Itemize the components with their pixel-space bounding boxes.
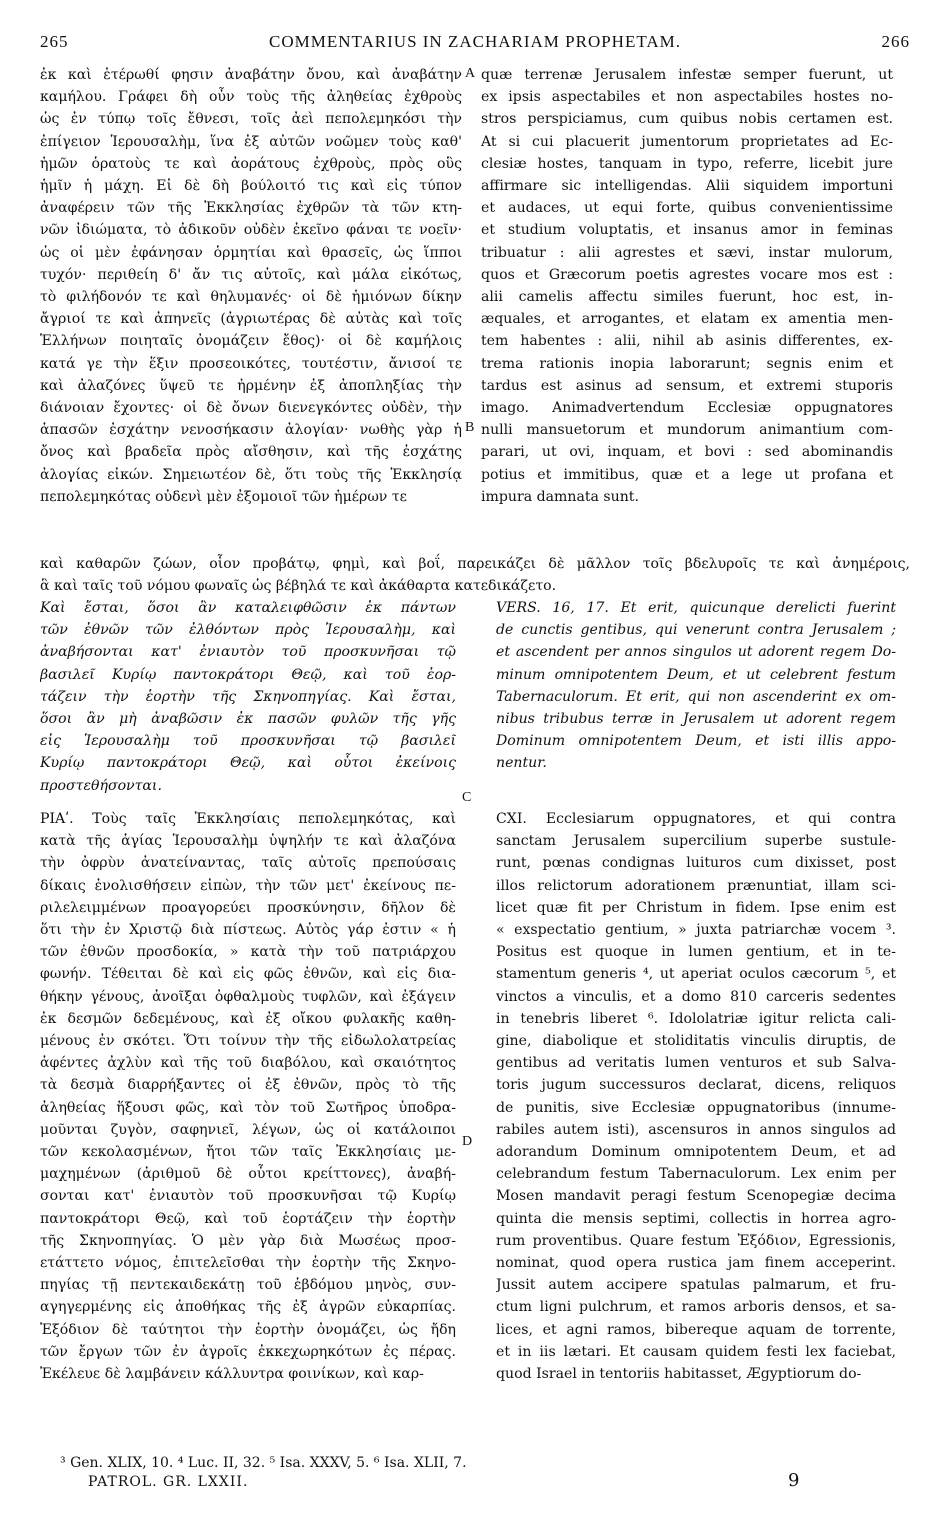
text-line: et in iis lætari. Et causam quidem festi lex faciebat, bbox=[496, 1343, 896, 1360]
text-line: rum proventibus. Quare festum Ἐξόδιον, Egressionis, bbox=[496, 1232, 896, 1249]
text-line: et ascendent per annos singulos ut adorent regem Do- bbox=[496, 644, 896, 661]
text-line: ex ipsis aspectabiles et non aspectabiles hostes no- bbox=[481, 89, 893, 106]
latin-column-top bbox=[481, 64, 893, 508]
text-line: ὅσοι ἂν μὴ ἀναβῶσιν ἐκ πασῶν φυλῶν τῆς γῆς bbox=[40, 711, 456, 728]
text-line: lices, et agni ramos, bibereque aquam de torrente, bbox=[496, 1321, 896, 1338]
text-line: δίκαις ἐνολισθήσειν εἰπὼν, τὴν τῶν μετ' ἐκείνους πε- bbox=[40, 877, 456, 894]
text-line: καμήλου. Γράφει δὴ οὖν τοὺς τῆς ἀληθείας ἐχθροὺς bbox=[40, 89, 462, 106]
text-line: κατά γε τὴν ἕξιν προσεοικότες, τουτέστιν, ἄνισοί τε bbox=[40, 355, 462, 372]
text-line: ἁπασῶν ἐσχάτην νενοσήκασιν ἀλογίαν· νωθὴς γὰρ ἡ bbox=[40, 422, 462, 439]
text-line: νῶν ἰδιώματα, τὸ ἀδικοῦν οὐδὲν ἐκεῖνο φάναι τε νοεῖν· bbox=[40, 222, 462, 239]
text-line: τῶν ἔργων τῶν ἐν ἀγροῖς ἐκκεχωρηκότων ἐς πέρας. bbox=[40, 1343, 456, 1360]
text-line: quinta die mensis septimi, collectis in horrea agro- bbox=[496, 1210, 896, 1227]
text-line: clesiæ hostes, tanquam in typo, referre, licebit jure bbox=[481, 155, 893, 172]
text-line: τὴν ὀφρὺν ἀνατείναντας, ταῖς αὐτοῖς πρεπούσαις bbox=[40, 855, 456, 872]
text-line: « exspectatio gentium, » juxta patriarchæ vocem ³. bbox=[496, 922, 896, 939]
text-line: Ἐξόδιον δὲ ταύτητοι τὴν ἑορτὴν ὀνομάζει, ὡς ἤδη bbox=[40, 1321, 456, 1338]
text-line: ctum ligni pulchrum, et ramos arboris densos, et sa- bbox=[496, 1299, 896, 1316]
gathering-signature: 9 bbox=[788, 1470, 800, 1491]
text-line: gine, diabolique et stoliditatis vinculis diruptis, de bbox=[496, 1033, 896, 1050]
full-width-text bbox=[40, 553, 910, 597]
text-line: ἀναβήσονται κατ' ἐνιαυτὸν τοῦ προσκυνῆσαι τῷ bbox=[40, 644, 456, 661]
text-line: σονται κατ' ἐνιαυτὸν τοῦ προσκυνῆσαι τῷ Κυρίῳ bbox=[40, 1188, 456, 1205]
text-line: τυχόν· περιθείη δ' ἄν τις αὐτοῖς, καὶ μάλα εἰκότως, bbox=[40, 266, 462, 283]
text-line: rabiles autem isti), ascensuros in annos singulos ad bbox=[496, 1121, 896, 1138]
text-line: ἡμῶν ὁρατοὺς τε καὶ ἀοράτους ἐχθροὺς, πρὸς οὓς bbox=[40, 155, 462, 172]
text-line: tribuatur : alii agrestes et sævi, instar mulorum, bbox=[481, 244, 893, 261]
text-line: sanctam Jerusalem supercilium superbe sustule- bbox=[496, 833, 896, 850]
text-line: de cunctis gentibus, qui venerunt contra Jerusalem ; bbox=[496, 622, 896, 639]
text-line: Dominum omnipotentem Deum, et isti illis appo- bbox=[496, 733, 896, 750]
text-line: ὅτι τὴν ἐν Χριστῷ διὰ πίστεως. Αὐτὸς γάρ ἐστιν « ἡ bbox=[40, 922, 456, 939]
text-line: τῶν ἐθνῶν τῶν ἐλθόντων πρὸς Ἱερουσαλὴμ, καὶ bbox=[40, 622, 456, 639]
text-line: ετάττετο νόμος, ἐπιτελεῖσθαι τὴν ἑορτὴν τῆς Σκηνο- bbox=[40, 1255, 456, 1272]
text-line: tardus est asinus ad sensum, et extremi stuporis bbox=[481, 377, 893, 394]
text-line: de punitis, sive Ecclesiæ oppugnatoribus (innume- bbox=[496, 1099, 896, 1116]
latin-commentary bbox=[496, 808, 896, 1385]
text-line: imago. Animadvertendum Ecclesiæ oppugnatores bbox=[481, 400, 893, 417]
text-line: καὶ ἀλαζόνες ὕψεῦ τε ἠρμένην ἐξ ἀποπληξίας τὴν bbox=[40, 377, 462, 394]
text-line: potius et immitibus, quæ et a lege ut profana et bbox=[481, 466, 893, 483]
text-line: τὰ δεσμὰ διαρρήξαντες οἱ ἐξ ἐθνῶν, πρὸς τὸ τῆς bbox=[40, 1077, 456, 1094]
text-line: impura damnata sunt. bbox=[481, 488, 639, 505]
margin-marker-c: C bbox=[462, 790, 472, 805]
text-line: ὡς ἐν τύπῳ τοῖς ἔθνεσι, τοῖς ἀεὶ πεπολεμηκόσι τὴν bbox=[40, 111, 462, 128]
text-line: φωνήν. Τέθειται δὲ καὶ εἰς φῶς ἐθνῶν, καὶ εἰς δια- bbox=[40, 966, 456, 983]
text-line: Καὶ ἔσται, ὅσοι ἂν καταλειφθῶσιν ἐκ πάντων bbox=[40, 600, 456, 616]
text-line: Mosen mandavit peragi festum Scenopegiæ decima bbox=[496, 1188, 896, 1205]
text-line: nominat, quod opera rustica jam finem acceperint. bbox=[496, 1255, 896, 1272]
text-line: μοῦνται ζυγὸν, σαφηνιεῖ, λέγων, ὡς οἱ κατάλοιποι bbox=[40, 1121, 456, 1138]
running-title: COMMENTARIUS IN ZACHARIAM PROPHETAM. bbox=[268, 32, 682, 51]
text-line: παντοκράτορι Θεῷ, καὶ τοῦ ἑορτάζειν τὴν ἑορτὴν bbox=[40, 1210, 456, 1227]
text-line: μαχημένων (ἀριθμοῦ δὲ οὗτοι κρείττονες), ἀναβή- bbox=[40, 1166, 456, 1183]
text-line: Jussit autem accipere spatulas palmarum, et fru- bbox=[496, 1277, 896, 1294]
text-line: et audaces, ut equi forte, quibus convenientissime bbox=[481, 200, 893, 217]
text-line: ὄνος καὶ βραδεῖα πρὸς αἴσθησιν, καὶ τῆς ἐσχάτης bbox=[40, 444, 462, 461]
text-line: τῆς Σκηνοπηγίας. Ὁ μὲν γὰρ διὰ Μωσέως προσ- bbox=[40, 1232, 456, 1249]
text-line: κατὰ τῆς ἁγίας Ἱερουσαλὴμ ὑψηλήν τε καὶ ἀλαζόνα bbox=[40, 833, 456, 850]
text-line: affirmare sic intelligendas. Alii siquidem importuni bbox=[481, 178, 893, 195]
text-line: quod Israel in tentoriis habitasset, Ægyptiorum do- bbox=[496, 1366, 862, 1383]
text-line: Ἐκέλευε δὲ λαμβάνειν κάλλυντρα φοινίκων, καὶ καρ- bbox=[40, 1366, 424, 1383]
text-line: ἐκ δεσμῶν δεδεμένους, καὶ ἐξ οἴκου φυλακῆς καθη- bbox=[40, 1010, 456, 1027]
text-line: ἀναφέρειν τῶν τῆς Ἐκκλησίας ἐχθρῶν τὰ τῶν κτη- bbox=[40, 200, 462, 217]
text-line: illos relictorum adorationem prænuntiat, illam sci- bbox=[496, 877, 896, 894]
text-line: Positus est quoque in lumen gentium, et in te- bbox=[496, 944, 896, 961]
text-line: minum omnipotentem Deum, et ut celebrent festum bbox=[496, 666, 896, 683]
text-line: αγηγερμένης εἰς ἀποθήκας τῆς ἐξ ἀγρῶν εὐκαρπίας. bbox=[40, 1299, 456, 1316]
text-line: ἀφέντες ἀχλὺν καὶ τῆς τοῦ διαβόλου, καὶ σκαιότητος bbox=[40, 1055, 456, 1072]
greek-verse bbox=[40, 597, 456, 797]
text-line: alii camelis affectu similes fuerunt, hoc est, in- bbox=[481, 289, 893, 306]
text-line: VERS. 16, 17. Et erit, quicunque derelicti fuerint bbox=[496, 600, 896, 616]
text-line: CXI. Ecclesiarum oppugnatores, et qui contra bbox=[496, 811, 896, 827]
text-line: θήκην γένους, ἀνοῖξαι ὀφθαλμοὺς τυφλῶν, καὶ ἐξάγειν bbox=[40, 988, 456, 1005]
text-line: ἀληθείας ἥξουσι φῶς, καὶ τὸν τοῦ Σωτῆρος ὑποδρα- bbox=[40, 1099, 456, 1116]
text-line: nibus tribubus terræ in Jerusalem ut adorent regem bbox=[496, 711, 896, 728]
margin-marker-a: A bbox=[465, 66, 476, 81]
text-line: vinctos a vinculis, et a domo 810 carceris sedentes bbox=[496, 988, 896, 1005]
text-line: quæ terrenæ Jerusalem infestæ semper fuerunt, ut bbox=[481, 67, 893, 83]
text-line: προστεθήσονται. bbox=[40, 777, 162, 794]
page-number-left: 265 bbox=[40, 32, 69, 51]
running-header bbox=[40, 32, 910, 56]
text-line: toris jugum successuros declarat, dicens, reliquos bbox=[496, 1077, 896, 1094]
text-line: ἃ καὶ ταῖς τοῦ νόμου φωναῖς ὡς βέβηλά τε καὶ ἀκάθαρτα κατεδικάζετο. bbox=[40, 578, 557, 595]
latin-verse bbox=[496, 597, 896, 775]
text-line: τῶν ἐθνῶν προσδοκία, » κατὰ τὴν τοῦ πατριάρχου bbox=[40, 944, 456, 961]
text-line: runt, pœnas condignas luituros cum dixisset, post bbox=[496, 855, 896, 872]
text-line: Ἑλλήνων ποιηταῖς ὀνομάζειν ἔθος)· οἱ δὲ καμήλοις bbox=[40, 333, 462, 350]
text-line: πεπολεμηκότας οὐδενὶ μὲν ἐξομοιοῖ τῶν ἡμέρων τε bbox=[40, 488, 407, 505]
margin-marker-d: D bbox=[462, 1134, 473, 1149]
text-line: ΡΙΑʹ. Τοὺς ταῖς Ἐκκλησίαις πεπολεμηκότας, καὶ bbox=[40, 811, 456, 827]
text-line: trema rationis inopia laborarunt; segnis enim et bbox=[481, 355, 893, 372]
patrologia-signature: PATROL. GR. LXXII. bbox=[88, 1474, 249, 1490]
text-line: τῶν κεκολασμένων, ἤτοι τῶν ταῖς Ἐκκλησίαις με- bbox=[40, 1144, 456, 1161]
text-line: Κυρίῳ παντοκράτορι Θεῷ, καὶ οὗτοι ἐκείνοις bbox=[40, 755, 456, 772]
text-line: ἄγριοί τε καὶ ἀπηνεῖς (ἀγριωτέρας δὲ αὐτὰς καὶ τοῖς bbox=[40, 311, 462, 328]
text-line: τάζειν τὴν ἑορτὴν τῆς Σκηνοπηγίας. Καὶ ἔσται, bbox=[40, 688, 456, 705]
text-line: ριλελειμμένων προαγορεύει προσκύνησιν, δῆλον δὲ bbox=[40, 899, 456, 916]
text-line: adorandum Dominum omnipotentem Deum, et ad bbox=[496, 1144, 896, 1161]
text-line: quos et Græcorum poetis agrestes vocare mos est : bbox=[481, 266, 893, 283]
text-line: ἐπίγειον Ἱερουσαλὴμ, ἵνα ἐξ αὐτῶν νοῶμεν τοὺς καθ' bbox=[40, 133, 462, 150]
text-line: stamentum generis ⁴, ut aperiat oculos cæcorum ⁵, et bbox=[496, 966, 896, 983]
text-line: καὶ καθαρῶν ζώων, οἷον προβάτῳ, φημὶ, καὶ βοΐ, παρεικάζει δὲ μᾶλλον τοῖς βδελυροῖς τε καὶ ἀνημέροις, bbox=[40, 556, 910, 572]
text-line: εἰς Ἱερουσαλὴμ τοῦ προσκυνῆσαι τῷ βασιλεῖ bbox=[40, 733, 456, 750]
text-line: ὡς οἱ μὲν ἐφάνησαν ὁρμητίαι καὶ θρασεῖς, ὡς ἵπποι bbox=[40, 244, 462, 261]
text-line: stros perspiciamus, cum quibus nobis certamen est. bbox=[481, 111, 893, 128]
text-line: gentibus ad veritatis lumen venturos et sub Salva- bbox=[496, 1055, 896, 1072]
page-number-right: 266 bbox=[881, 32, 910, 51]
text-line: ἀλογίας εἰκών. Σημειωτέον δὲ, ὅτι τοὺς τῆς Ἐκκλησίᾳ bbox=[40, 466, 462, 483]
text-line: in tenebris liberet ⁶. Idololatriæ igitur relicta cali- bbox=[496, 1010, 896, 1027]
text-line: πηγίας τῇ πεντεκαιδεκάτῃ τοῦ ἑβδόμου μηνὸς, συν- bbox=[40, 1277, 456, 1294]
text-line: μένους ἐν σκότει. Ὅτι τοίνυν τὴν τῆς εἰδωλολατρείας bbox=[40, 1033, 456, 1050]
margin-marker-b: B bbox=[465, 420, 475, 435]
text-line: Tabernaculorum. Et erit, qui non ascenderint ex om- bbox=[496, 688, 896, 705]
text-line: nulli mansuetorum et mundorum animantium com- bbox=[481, 422, 893, 439]
text-line: celebrandum festum Tabernaculorum. Lex enim per bbox=[496, 1166, 896, 1183]
text-line: ἐκ καὶ ἑτέρωθί φησιν ἀναβάτην ὄνου, καὶ ἀναβάτην bbox=[40, 67, 462, 83]
text-line: tem habentes : alii, nihil ab asinis differentes, ex- bbox=[481, 333, 893, 350]
text-line: licet quæ fit per Christum in fidem. Ipse enim est bbox=[496, 899, 896, 916]
text-line: At si cui placuerit jumentorum proprietates ad Ec- bbox=[481, 133, 893, 150]
text-line: æquales, et arrogantes, et elatam ex amentia men- bbox=[481, 311, 893, 328]
text-line: τὸ φιλήδονόν τε καὶ θηλυμανές· οἱ δὲ ἡμιόνων δίκην bbox=[40, 289, 462, 306]
greek-column-top bbox=[40, 64, 462, 508]
text-line: ἡμῖν ἡ μάχη. Εἰ δὲ δὴ βούλοιτό τις καὶ εἰς τύπον bbox=[40, 178, 462, 195]
greek-commentary bbox=[40, 808, 456, 1385]
text-line: βασιλεῖ Κυρίῳ παντοκράτορι Θεῷ, καὶ τοῦ ἑορ- bbox=[40, 666, 456, 683]
text-line: parari, ut ovi, inquam, et bovi : sed abominandis bbox=[481, 444, 893, 461]
text-line: διάνοιαν ἔχοντες· οἱ δὲ ὄνων διενεγκόντες οὐδὲν, τὴν bbox=[40, 400, 462, 417]
footnotes: ³ Gen. XLIX, 10. ⁴ Luc. II, 32. ⁵ Isa. XXXV, 5. ⁶ Isa. XLII, 7. bbox=[60, 1455, 467, 1471]
text-line: et studium voluptatis, et insanus amor in feminas bbox=[481, 222, 893, 239]
text-line: nentur. bbox=[496, 755, 547, 772]
